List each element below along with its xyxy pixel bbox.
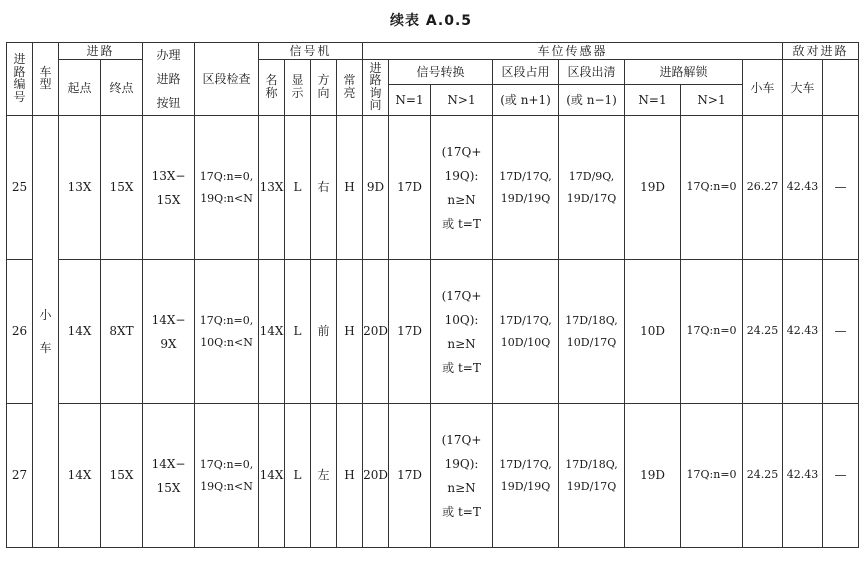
cell-sig-name: 14X <box>259 260 285 404</box>
cell-change-n1: 17D <box>389 260 431 404</box>
cell-occupy: 17D/17Q, 10D/10Q <box>493 260 559 404</box>
cell-large-car: 42.43 <box>783 404 823 548</box>
cell-sig-display: L <box>285 404 311 548</box>
cell-route-no: 27 <box>7 404 33 548</box>
table-row <box>7 260 859 404</box>
cell-unlock-n1: 19D <box>625 116 681 260</box>
cell-unlock-ngt1: 17Q:n=0 <box>681 116 743 260</box>
cell-remark: — <box>823 116 859 260</box>
cell-change-ngt1: (17Q+ 19Q): n≥N 或 t=T <box>431 404 493 548</box>
header-sig-direction: 方向 <box>311 60 337 116</box>
header-query: 进路询问 <box>363 60 389 116</box>
cell-section-check: 17Q:n=0, 19Q:n<N <box>195 404 259 548</box>
header-unlock: 进路解锁 <box>625 60 743 85</box>
cell-end: 8XT <box>101 260 143 404</box>
header-section-check: 区段检查 <box>195 43 259 116</box>
cell-occupy: 17D/17Q, 19D/19Q <box>493 116 559 260</box>
cell-small-car: 24.25 <box>743 404 783 548</box>
cell-start: 13X <box>59 116 101 260</box>
cell-vehicle-type: 小 车 <box>33 116 59 548</box>
cell-sig-display: L <box>285 116 311 260</box>
header-sig-name: 名称 <box>259 60 285 116</box>
header-unlock-n1: N=1 <box>625 85 681 116</box>
cell-unlock-ngt1: 17Q:n=0 <box>681 260 743 404</box>
header-large-car: 大车 <box>783 60 823 116</box>
table-title: 续表 A.0.5 <box>389 13 473 29</box>
cell-button: 14X− 15X <box>143 404 195 548</box>
cell-unlock-ngt1: 17Q:n=0 <box>681 404 743 548</box>
header-clear: 区段出清 <box>559 60 625 85</box>
route-table <box>6 42 859 548</box>
cell-button: 13X− 15X <box>143 116 195 260</box>
header-button: 办理 进路 按钮 <box>143 43 195 116</box>
header-occupy: 区段占用 <box>493 60 559 85</box>
cell-route-no: 25 <box>7 116 33 260</box>
table-row <box>7 116 859 260</box>
cell-sig-name: 13X <box>259 116 285 260</box>
cell-large-car: 42.43 <box>783 260 823 404</box>
cell-sig-display: L <box>285 260 311 404</box>
cell-end: 15X <box>101 116 143 260</box>
cell-change-ngt1: (17Q+ 10Q): n≥N 或 t=T <box>431 260 493 404</box>
header-sig-change: 信号转换 <box>389 60 493 85</box>
cell-query: 20D <box>363 260 389 404</box>
cell-remark: — <box>823 260 859 404</box>
cell-section-check: 17Q:n=0, 10Q:n<N <box>195 260 259 404</box>
header-occupy-sub: (或 n+1) <box>493 85 559 116</box>
header-route: 进路 <box>59 43 143 60</box>
cell-sig-name: 14X <box>259 404 285 548</box>
cell-sig-direction: 右 <box>311 116 337 260</box>
cell-small-car: 24.25 <box>743 260 783 404</box>
cell-start: 14X <box>59 404 101 548</box>
header-small-car: 小车 <box>743 60 783 116</box>
cell-clear: 17D/9Q, 19D/17Q <box>559 116 625 260</box>
header-sig-steady: 常亮 <box>337 60 363 116</box>
header-route-no: 进路编号 <box>7 43 33 116</box>
header-change-n1: N=1 <box>389 85 431 116</box>
header-end: 终点 <box>101 60 143 116</box>
header-sensor: 车位传感器 <box>363 43 783 60</box>
header-signal: 信号机 <box>259 43 363 60</box>
cell-clear: 17D/18Q, 10D/17Q <box>559 260 625 404</box>
cell-start: 14X <box>59 260 101 404</box>
cell-sig-steady: H <box>337 404 363 548</box>
cell-occupy: 17D/17Q, 19D/19Q <box>493 404 559 548</box>
cell-unlock-n1: 10D <box>625 260 681 404</box>
cell-query: 20D <box>363 404 389 548</box>
header-start: 起点 <box>59 60 101 116</box>
cell-clear: 17D/18Q, 19D/17Q <box>559 404 625 548</box>
header-sig-display: 显示 <box>285 60 311 116</box>
cell-section-check: 17Q:n=0, 19Q:n<N <box>195 116 259 260</box>
cell-sig-direction: 前 <box>311 260 337 404</box>
cell-small-car: 26.27 <box>743 116 783 260</box>
header-clear-sub: (或 n−1) <box>559 85 625 116</box>
cell-remark: — <box>823 404 859 548</box>
table-row <box>7 404 859 548</box>
cell-sig-direction: 左 <box>311 404 337 548</box>
cell-change-ngt1: (17Q+ 19Q): n≥N 或 t=T <box>431 116 493 260</box>
cell-unlock-n1: 19D <box>625 404 681 548</box>
cell-sig-steady: H <box>337 116 363 260</box>
cell-query: 9D <box>363 116 389 260</box>
cell-button: 14X− 9X <box>143 260 195 404</box>
cell-end: 15X <box>101 404 143 548</box>
cell-large-car: 42.43 <box>783 116 823 260</box>
cell-change-n1: 17D <box>389 404 431 548</box>
header-unlock-ngt1: N>1 <box>681 85 743 116</box>
header-vehicle-type: 车型 <box>33 43 59 116</box>
header-conflict: 敌对进路 <box>783 43 859 60</box>
header-change-ngt1: N>1 <box>431 85 493 116</box>
cell-sig-steady: H <box>337 260 363 404</box>
cell-change-n1: 17D <box>389 116 431 260</box>
cell-route-no: 26 <box>7 260 33 404</box>
